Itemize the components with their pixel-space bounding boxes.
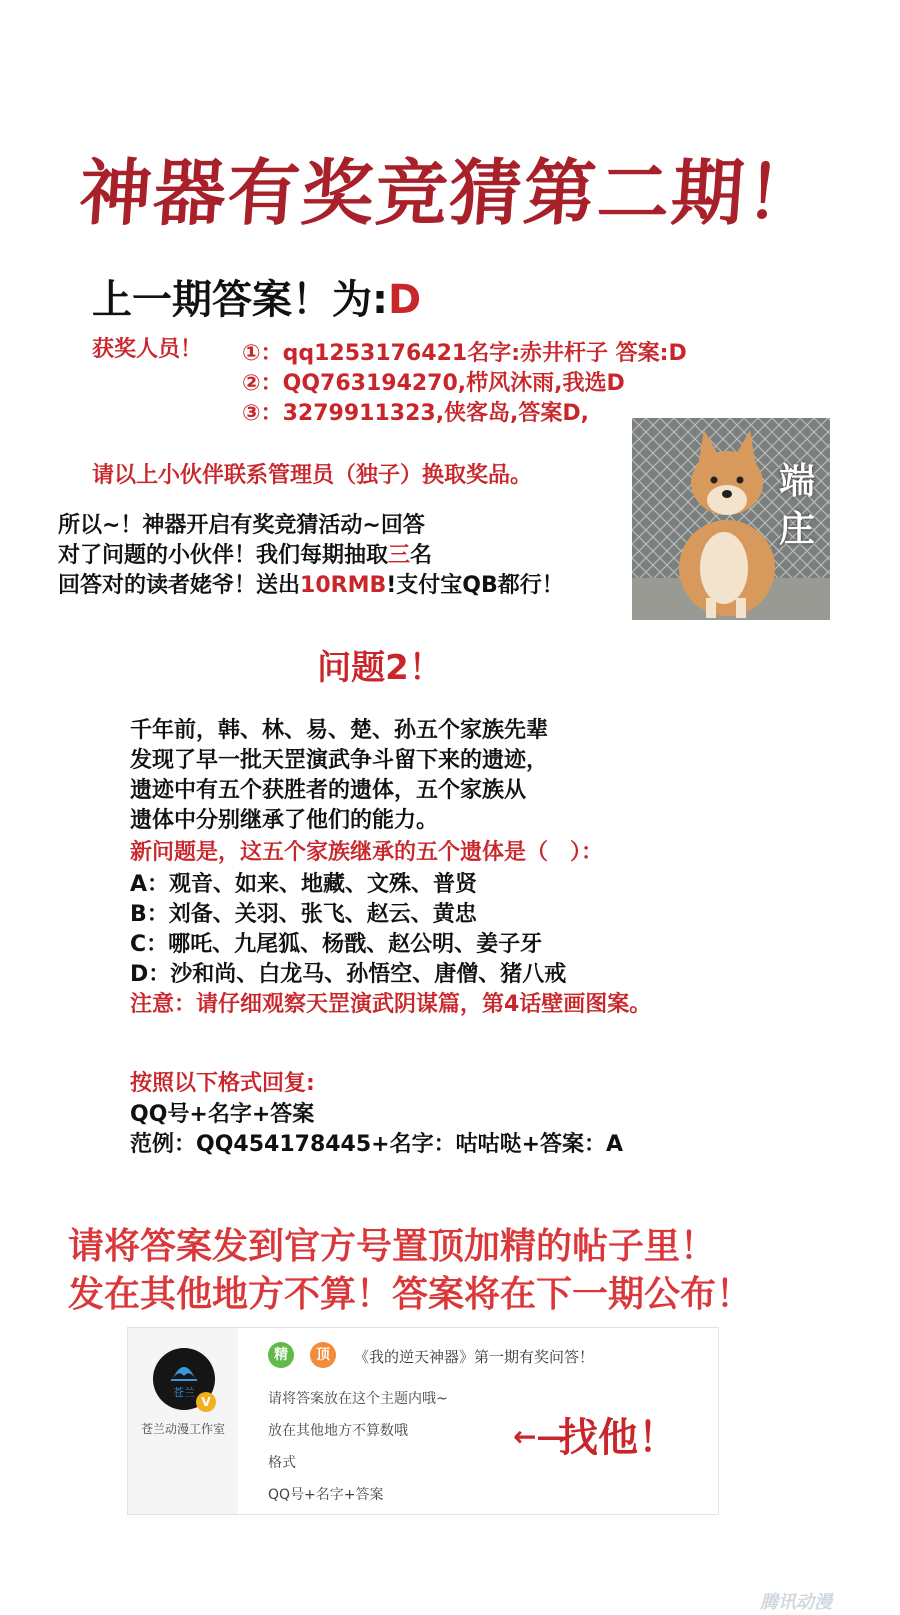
intro-line-1: 所以~！神器开启有奖竞猜活动~回答 (58, 513, 425, 538)
previous-answer-value: D (388, 277, 422, 323)
post-content-line-2: 放在其他地方不算数哦 (268, 1423, 408, 1439)
intro-line-2-post: 名 (410, 543, 433, 568)
question-line-2: 发现了早一批天罡演武争斗留下来的遗迹， (130, 748, 549, 773)
post-content-line-4: QQ号+名字+答案 (268, 1487, 384, 1503)
option-b: B：刘备、关羽、张飞、赵云、黄忠 (130, 902, 477, 927)
reply-format-template: QQ号+名字+答案 (130, 1102, 315, 1127)
watermark: 腾讯动漫 (760, 1592, 832, 1613)
winners-label: 获奖人员！ (92, 337, 203, 362)
option-c: C：哪吒、九尾狐、杨戬、赵公明、姜子牙 (130, 932, 543, 957)
notice-line-2: 发在其他地方不算！答案将在下一期公布！ (68, 1274, 753, 1315)
intro-line-3 (58, 568, 564, 599)
arrow-left-icon: ←— (513, 1420, 565, 1453)
intro-line-2-pre: 对了问题的小伙伴！我们每期抽取 (58, 543, 389, 568)
post-content-line-1: 请将答案放在这个主题内哦~ (268, 1391, 448, 1407)
winner-1: ①：qq1253176421名字:赤井杆子 答案:D (242, 341, 687, 366)
question-prompt: 新问题是，这五个家族继承的五个遗体是（ ）： (130, 840, 604, 865)
question-title: 问题2！ (317, 648, 443, 688)
previous-answer (92, 268, 421, 325)
avatar-text: 苍兰 (173, 1386, 195, 1399)
intro-line-3-prize: 10RMB (300, 573, 387, 598)
reply-format-label: 按照以下格式回复: (130, 1071, 315, 1096)
intro-line-2 (58, 538, 432, 569)
pinned-tag-badge: 顶 (310, 1342, 336, 1368)
winner-3: ③：3279911323,侠客岛,答案D, (242, 401, 590, 426)
intro-line-2-number: 三 (388, 543, 411, 568)
notice-line-1: 请将答案发到官方号置顶加精的帖子里！ (68, 1226, 717, 1267)
previous-answer-label: 上一期答案！为: (92, 277, 388, 323)
question-line-3: 遗迹中有五个获胜者的遗体，五个家族从 (130, 778, 527, 803)
forum-post-card[interactable] (127, 1327, 719, 1515)
main-title: 神器有奖竞猜第二期！ (76, 151, 823, 235)
post-author-column (128, 1328, 238, 1514)
winner-2: ②：QQ763194270,栉风沐雨,我选D (242, 371, 625, 396)
photo-caption (774, 458, 820, 554)
intro-line-3-pre: 回答对的读者姥爷！送出 (58, 573, 301, 598)
photo-caption-line-2: 庄 (778, 509, 815, 550)
question-note: 注意：请仔细观察天罡演武阴谋篇，第4话壁画图案。 (130, 992, 652, 1017)
question-line-4: 遗体中分别继承了他们的能力。 (130, 808, 439, 833)
option-d: D：沙和尚、白龙马、孙悟空、唐僧、猪八戒 (130, 962, 567, 987)
verified-badge-icon: V (196, 1392, 216, 1412)
shiba-dog-photo (632, 418, 830, 620)
post-title-link[interactable]: 《我的逆天神器》第一期有奖问答！ (354, 1348, 595, 1366)
essence-tag-badge: 精 (268, 1342, 294, 1368)
intro-line-3-post: !支付宝QB都行！ (386, 573, 564, 598)
question-line-1: 千年前，韩、林、易、楚、孙五个家族先辈 (130, 718, 549, 743)
author-name[interactable]: 苍兰动漫工作室 (140, 1422, 225, 1436)
option-a: A：观音、如来、地藏、文殊、普贤 (130, 872, 478, 897)
photo-caption-line-1: 端 (778, 461, 815, 502)
reply-format-example: 范例：QQ454178445+名字：咕咕哒+答案：A (130, 1132, 624, 1157)
find-him-pointer: 找他！ (558, 1415, 678, 1461)
post-content-line-3: 格式 (268, 1455, 296, 1471)
contact-admin-text: 请以上小伙伴联系管理员（独子）换取奖品。 (92, 463, 533, 488)
